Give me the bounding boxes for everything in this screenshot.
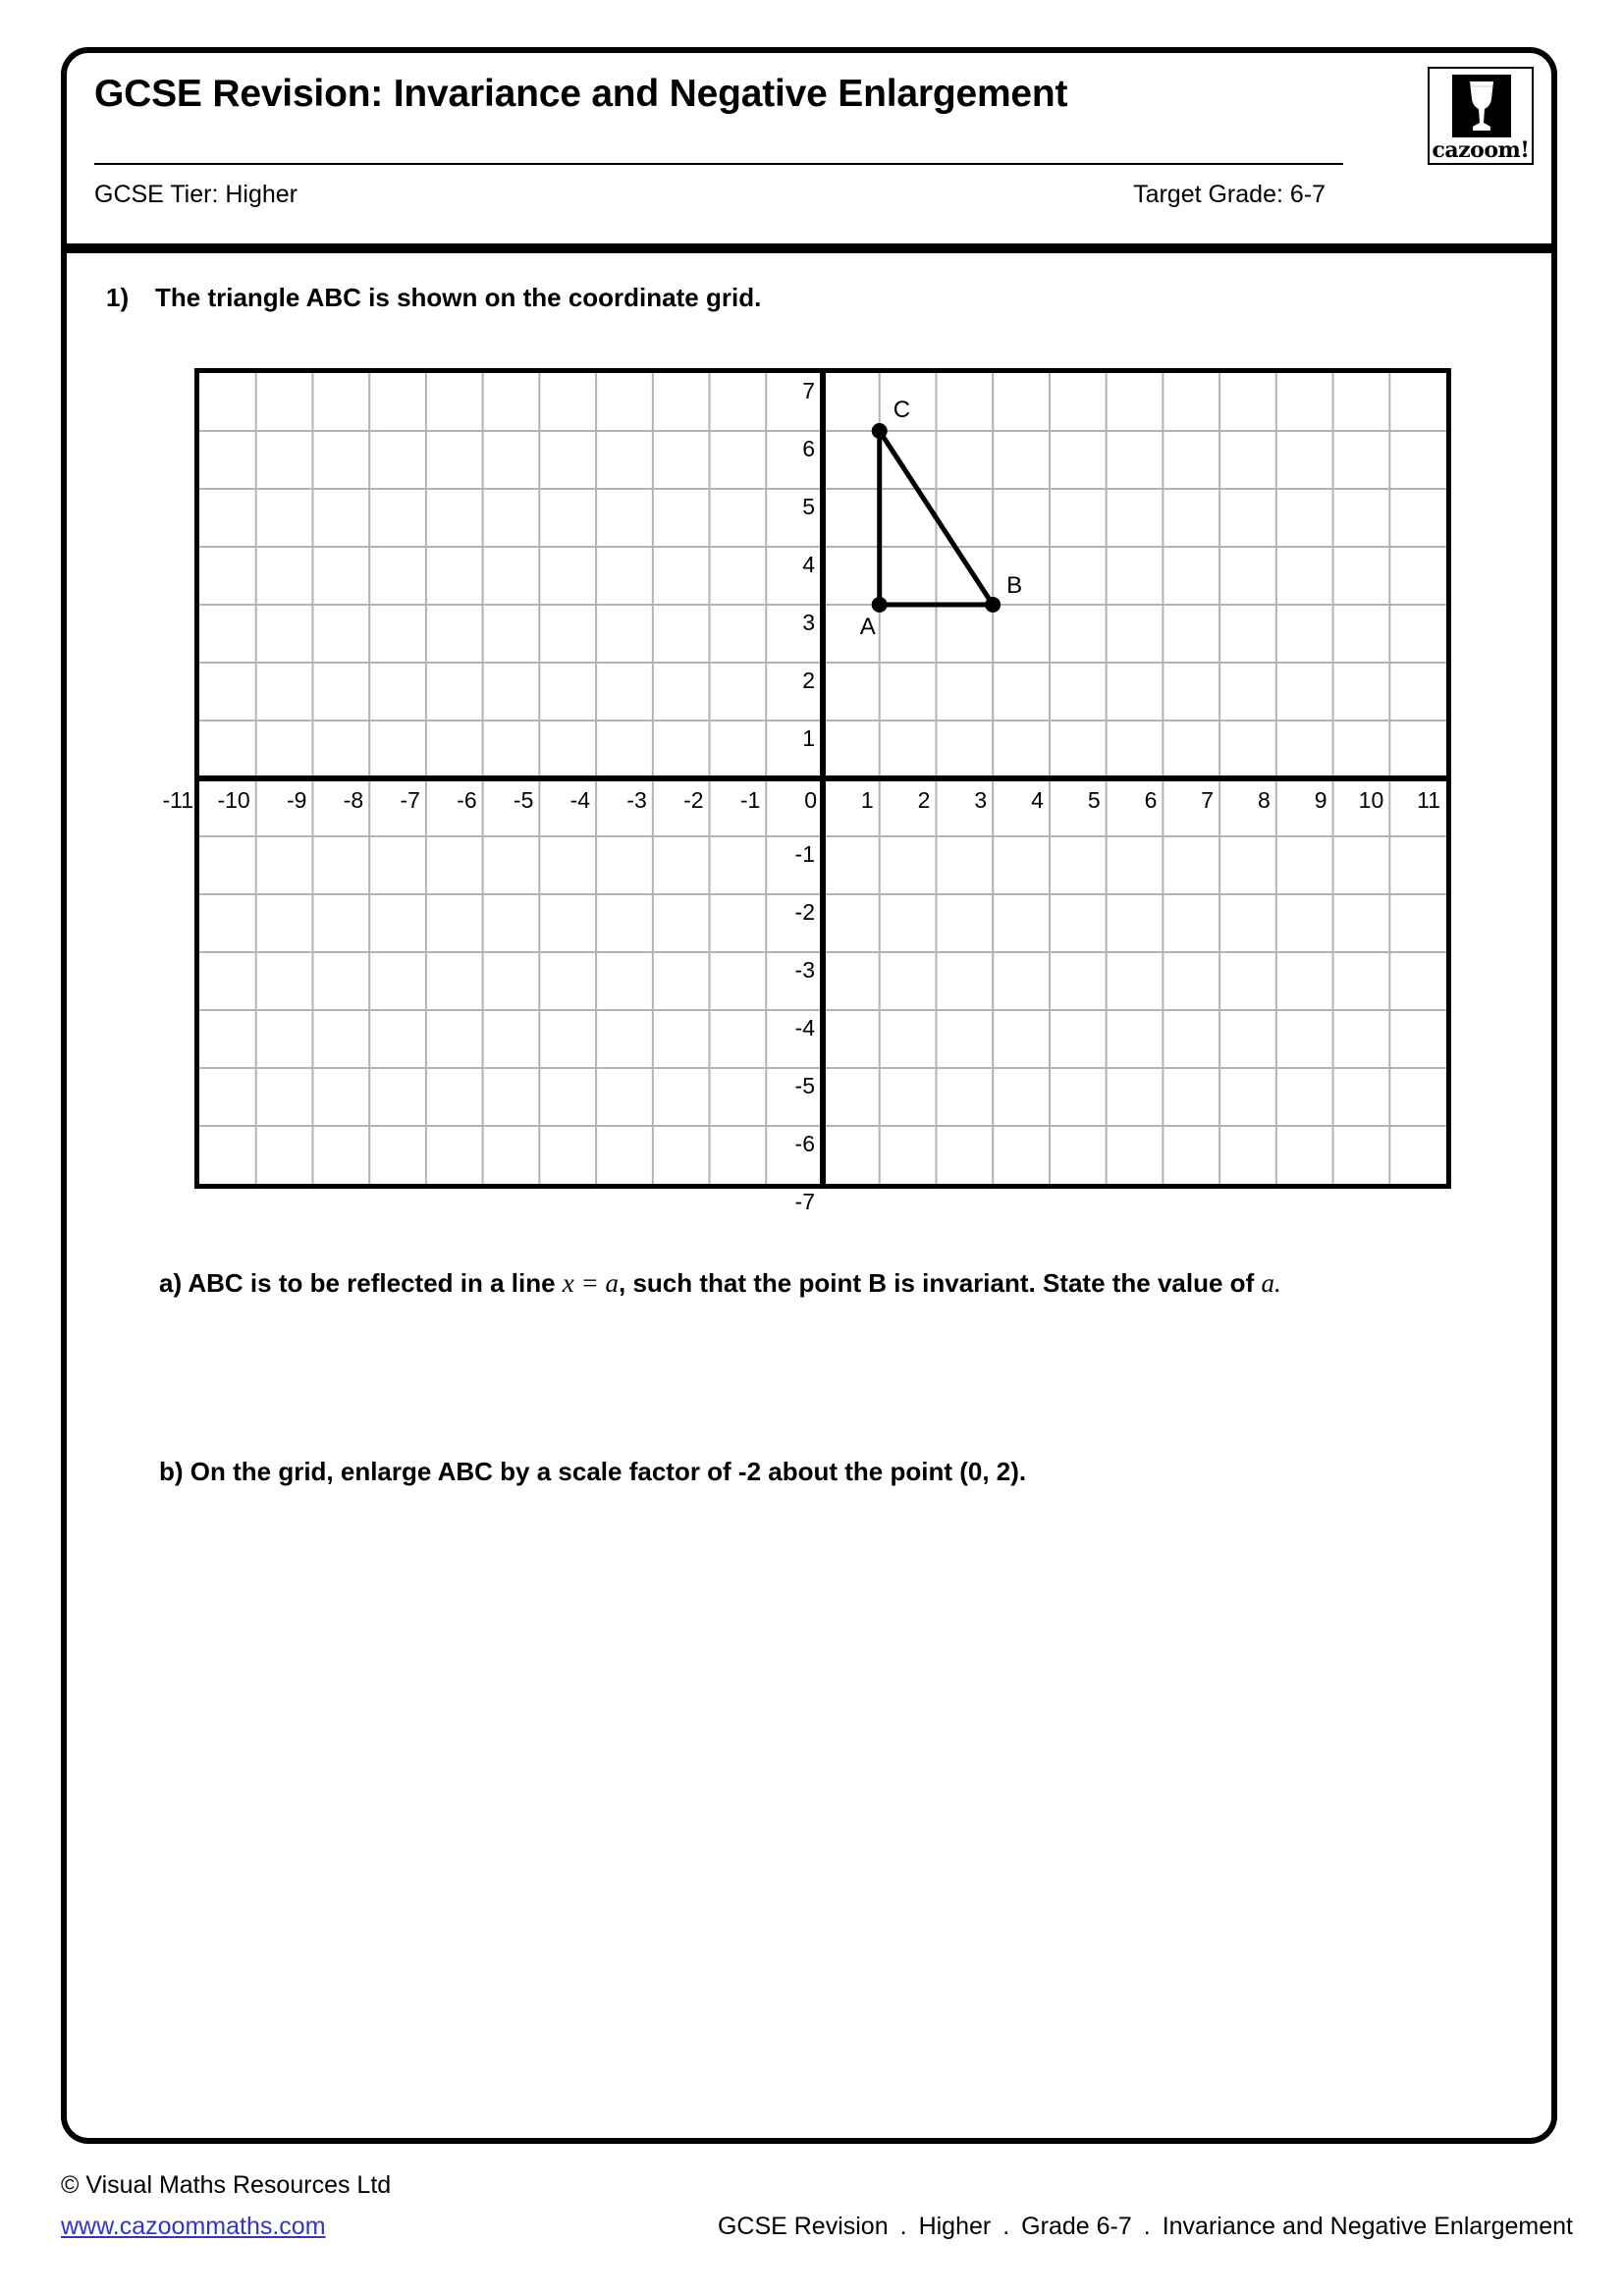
question-number: 1) [106,283,130,312]
y-tick-label: -4 [794,1015,815,1041]
part-a-middle: , such that the point B is invariant. State the value of [619,1268,1262,1298]
x-tick-label: 10 [1358,787,1384,813]
grid-tick-labels [162,378,1440,1214]
y-tick-label: 1 [802,725,815,751]
vertex-point-a [872,597,888,613]
question-1-part-a [159,1261,1465,1305]
breadcrumb-item: GCSE Revision [717,2213,889,2240]
x-tick-label: -6 [457,787,477,813]
grid-axes [199,373,1446,1184]
coordinate-grid[interactable] [162,368,1451,1214]
x-tick-label: -5 [513,787,534,813]
y-tick-label: 6 [802,436,815,461]
x-tick-label: 3 [974,787,988,813]
x-tick-label: -10 [217,787,250,813]
y-tick-label: -3 [794,957,815,983]
page-footer [61,2171,1573,2279]
y-tick-label: -7 [794,1189,815,1214]
question-1-part-b: b) On the grid, enlarge ABC by a scale factor of -2 about the point (0, 2). [159,1457,1027,1486]
question-stem-text: The triangle ABC is shown on the coordinate grid. [155,283,762,312]
page-title: GCSE Revision: Invariance and Negative Enlargement [94,73,1068,115]
title-divider [94,163,1343,165]
x-tick-label: 7 [1201,787,1215,813]
target-grade-label: Target Grade: 6-7 [1133,181,1326,208]
part-a-suffix: . [1273,1268,1281,1298]
x-tick-label: 8 [1258,787,1271,813]
x-tick-label: 9 [1314,787,1327,813]
goblet-icon [1463,80,1500,133]
part-a-prefix: a) ABC is to be reflected in a line [159,1268,563,1298]
x-tick-label: -8 [343,787,364,813]
x-tick-label: 1 [860,787,874,813]
breadcrumb-separator: . [1143,2213,1151,2240]
vertex-label-c: C [893,397,911,423]
question-1-stem [106,283,761,313]
y-tick-label: -1 [794,841,815,867]
x-tick-label: -4 [569,787,591,813]
worksheet-header [67,53,1551,249]
breadcrumb-separator: . [1002,2213,1010,2240]
breadcrumb-item: Higher [918,2213,992,2240]
vertex-point-c [872,423,888,439]
x-tick-label: -9 [287,787,307,813]
x-tick-label: -2 [683,787,704,813]
y-tick-label: -6 [794,1131,815,1156]
logo-wordmark: cazoom! [1432,137,1530,163]
vertex-label-b: B [1006,572,1023,599]
x-tick-label: -1 [739,787,761,813]
tier-label: GCSE Tier: Higher [94,181,298,208]
logo-mark-background [1452,75,1511,137]
cazoom-logo [1428,67,1534,165]
y-tick-label: 3 [802,610,815,635]
x-tick-label: -11 [162,787,193,813]
website-link[interactable]: www.cazoommaths.com [61,2213,326,2240]
part-a-math-expression: x = a [562,1268,620,1298]
x-tick-label: 11 [1417,787,1440,813]
breadcrumb-item: Grade 6-7 [1021,2213,1132,2240]
x-tick-label: -7 [400,787,420,813]
breadcrumb-item: Invariance and Negative Enlargement [1162,2213,1573,2240]
y-tick-label: 2 [802,667,815,693]
x-tick-label: 2 [917,787,931,813]
y-tick-label: -5 [794,1073,815,1098]
vertex-point-b [985,597,1001,613]
y-tick-label: 5 [802,494,815,519]
vertex-label-a: A [859,614,876,640]
breadcrumb-separator: . [899,2213,907,2240]
part-a-math-variable: a [1261,1268,1274,1298]
x-tick-label: 5 [1087,787,1101,813]
x-tick-label: -3 [626,787,647,813]
y-tick-label: 7 [802,378,815,403]
coordinate-grid-svg [162,373,1446,1214]
y-tick-label: -2 [794,899,815,925]
grid-shapes [860,397,1022,640]
x-tick-label: 0 [804,787,817,813]
copyright-text: © Visual Maths Resources Ltd [61,2171,392,2199]
breadcrumb [61,2213,1573,2241]
x-tick-label: 6 [1144,787,1158,813]
x-tick-label: 4 [1031,787,1044,813]
y-tick-label: 4 [802,552,815,577]
header-divider [67,243,1551,253]
